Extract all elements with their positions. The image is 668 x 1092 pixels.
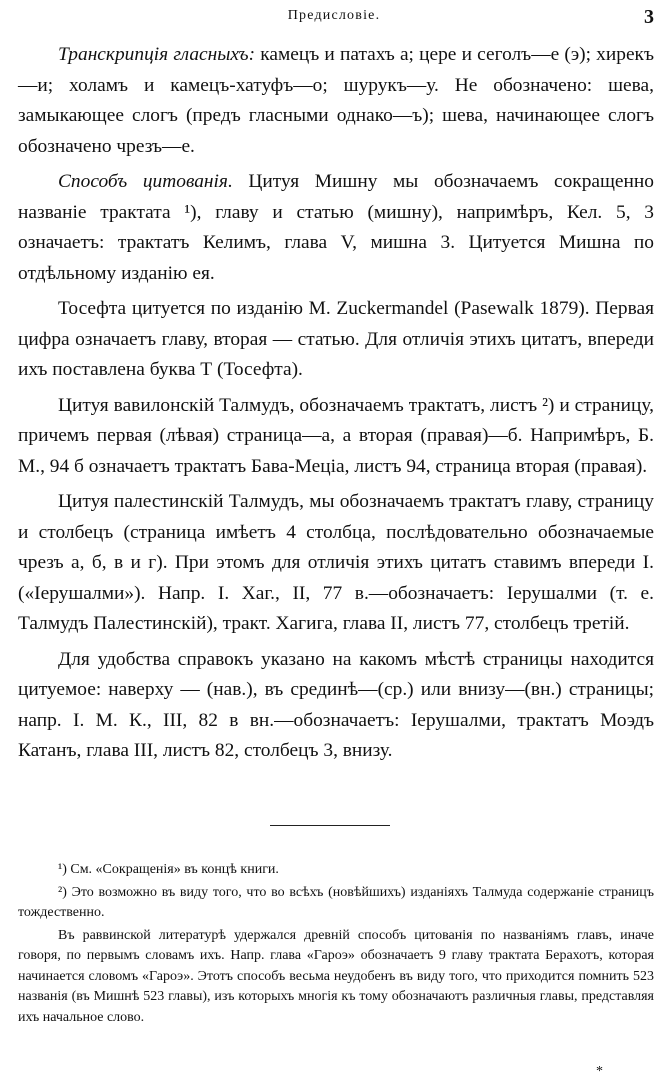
paragraph-lead: Способъ цитованія. (58, 171, 233, 192)
footnote-continuation (18, 926, 654, 1029)
paragraph-text: Цитуя палестинскій Талмудъ, мы обозначаемъ трактатъ главу, страницу и столбецъ (страница имѣетъ 4 столбца, послѣдовательно обозначаемые чрезъ а, б, в и г). При этомъ для отличія этихъ цитатъ ставимъ впереди І. («Іерушалми»). Напр. І. Хаг., II, 77 в.—обозначаетъ: Іерушалми (т. е. Талмудъ Палестинскій), тракт. Хагига, глава II, листъ 77, столбецъ третій. (18, 491, 654, 634)
paragraph-text: Для удобства справокъ указано на какомъ мѣстѣ страницы находится цитуемое: наверху — (нав.), въ срединѣ—(ср.) или внизу—(вн.) страницы; напр. І. М. К., III, 82 в вн.—обозначаетъ: Іерушалми, трактатъ Моэдъ Катанъ, глава III, листъ 82, столбецъ 3, внизу. (18, 648, 654, 761)
paragraph-text: камецъ и патахъ а; цере и сеголъ—е (э); хирекъ—и; холамъ и камецъ-хатуфъ—о; шурукъ—у. Не обозначено: шева, замыкающее слогъ (предъ гласными однако—ъ); шева, начинающее слогъ обозначено чрезъ—е. (18, 44, 655, 157)
running-head (0, 8, 668, 30)
footnote-text: Въ раввинской литературѣ удержался древній способъ цитованія по названіямъ главъ, иначе говоря, по первымъ словамъ ихъ. Напр. глава «Гароэ» обозначаетъ 9 главу трактата Берахотъ, которая начинается словомъ «Гароэ». Этотъ способъ весьма неудобенъ въ виду того, что приходится помнить 523 названія (въ Мишнѣ 523 главы), изъ которыхъ многія къ тому обозначаютъ различныя главы, представляя ихъ начальное слово. (18, 927, 654, 1025)
printer-mark: * (596, 1064, 603, 1079)
paragraph-text: Цитуя вавилонскій Талмудъ, обозначаемъ трактатъ, листъ ²) и страницу, причемъ первая (лѣвая) страница—а, а вторая (правая)—б. Напримѣръ, Б. М., 94 б означаетъ трактатъ Бава-Меціа, листъ 94, страница вторая (правая). (18, 394, 654, 477)
paragraph-babylonian-talmud (18, 391, 654, 483)
paragraph-tosefta (18, 294, 654, 386)
running-title: Предисловіе. (287, 8, 381, 23)
paragraph-palestinian-talmud (18, 487, 654, 640)
footnote-text: См. «Сокращенія» въ концѣ книги. (66, 862, 279, 877)
paragraph-text: Цитуя Мишну мы обозначаемъ сокращенно названіе трактата ¹), главу и статью (мишну), напримѣръ, Кел. 5, 3 означаетъ: трактатъ Келимъ, глава V, мишна 3. Цитуется Мишна по отдѣльному изданію ея. (18, 171, 654, 284)
paragraph-transcription (18, 40, 654, 162)
page-number: 3 (644, 6, 654, 28)
footnotes (18, 860, 654, 1030)
footnote-separator (270, 825, 390, 826)
paragraph-citation-method (18, 167, 654, 289)
paragraph-lead: Транскрипція гласныхъ: (58, 44, 256, 65)
paragraph-text: Тосефта цитуется по изданію М. Zuckermandel (Pasewalk 1879). Первая цифра означаетъ главу, вторая — статью. Для отличія этихъ цитатъ, впереди ихъ поставлена буква Т (Тосефта). (18, 298, 654, 380)
body-text (18, 40, 654, 772)
footnote-mark: ²) (58, 884, 67, 900)
footnote-2 (18, 883, 654, 924)
footnote-1 (18, 860, 654, 881)
footnote-text: Это возможно въ виду того, что во всѣхъ (новѣйшихъ) изданіяхъ Талмуда содержаніе страницъ тождественно. (18, 884, 654, 920)
paragraph-page-position (18, 645, 654, 767)
footnote-mark: ¹) (58, 862, 67, 877)
